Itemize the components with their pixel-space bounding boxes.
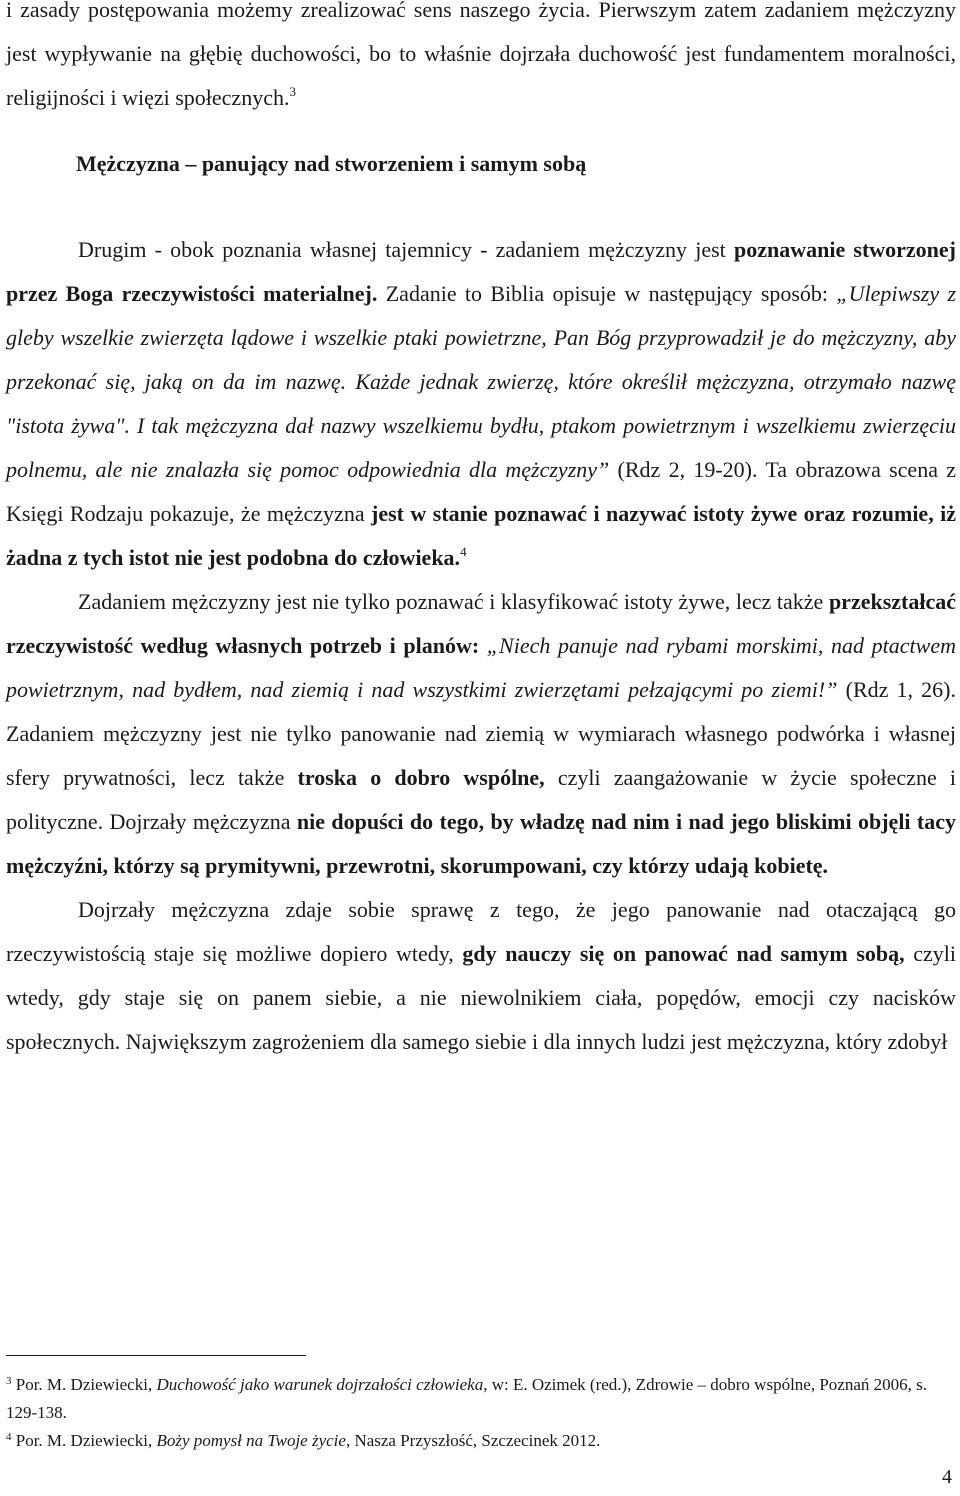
paragraph-3 — [6, 888, 956, 1064]
footnote-title: Duchowość jako warunek dojrzałości człowieka — [156, 1375, 484, 1394]
footnote-pre: Por. M. Dziewiecki, — [11, 1375, 157, 1394]
p2-quote: Niech panuje nad rybami morskimi, nad ptactwem powietrznym, nad bydłem, nad ziemią i nad wszystkimi zwierzętami pełzającymi po ziemi! — [6, 633, 956, 702]
p3-text-1: Dojrzały mężczyzna zdaje sobie sprawę z tego, że jego panowanie nad otaczającą go rzeczywistością staje się możliwe dopiero wtedy, — [6, 897, 956, 966]
p1-text-1: Drugim - obok poznania własnej tajemnicy - zadaniem mężczyzny jest — [78, 237, 726, 262]
p1-text-2: Zadanie to Biblia opisuje w następujący sposób: — [377, 281, 837, 306]
p1-text-3: Ta obrazowa scena z Księgi Rodzaju pokazuje, że mężczyzna — [6, 457, 956, 526]
footnote-3 — [6, 1371, 956, 1427]
p2-text-3: czyli zaangażowanie w życie społeczne i polityczne. Dojrzały mężczyzna — [6, 765, 956, 834]
p2-text-2: Zadaniem mężczyzny jest nie tylko panowanie nad ziemią w wymiarach własnego podwórka i własnej sfery prywatności, lecz także — [6, 721, 956, 790]
footnote-ref-4[interactable]: 4 — [460, 544, 467, 559]
p3-text-2: czyli wtedy, gdy staje się on panem siebie, a nie niewolnikiem ciała, popędów, emocji czy nacisków społecznych. Największym zagrożeniem dla samego siebie i dla innych ludzi jest mężczyzna, który zdobył — [6, 941, 956, 1054]
section-heading: Mężczyzna – panujący nad stworzeniem i samym sobą — [76, 151, 587, 176]
p1-quote-close: ” — [597, 457, 610, 482]
p1-bold-2: jest w stanie poznawać i nazywać istoty żywe oraz rozumie, iż żadna z tych istot nie jest podobna do człowieka. — [6, 501, 956, 570]
footnote-ref-3[interactable]: 3 — [289, 84, 296, 99]
p2-ref: (Rdz 1, 26). — [837, 677, 957, 702]
footnote-number: 4 — [6, 1431, 12, 1443]
p1-ref: (Rdz 2, 19-20). — [609, 457, 758, 482]
p3-bold-1: gdy nauczy się on panować nad samym sobą, — [462, 941, 905, 966]
p2-quote-close: ” — [825, 677, 838, 702]
document-page — [6, 0, 956, 1064]
p1-quote-open: „ — [836, 281, 849, 306]
intro-text: i zasady postępowania możemy zrealizować sens naszego życia. Pierwszym zatem zadaniem mężczyzny jest wypływanie na głębię duchowości, bo to właśnie dojrzała duchowość jest fundamentem moralności, religijności i więzi społecznych. — [6, 0, 956, 110]
paragraph-2 — [6, 580, 956, 888]
p2-text-1: Zadaniem mężczyzny jest nie tylko poznawać i klasyfikować istoty żywe, lecz także — [78, 589, 829, 614]
footnote-number: 3 — [6, 1375, 12, 1387]
footnote-divider — [6, 1355, 306, 1356]
intro-paragraph — [6, 0, 956, 120]
footnote-pre: Por. M. Dziewiecki, — [11, 1431, 157, 1450]
paragraph-1 — [6, 228, 956, 580]
p2-bold-3: nie dopuści do tego, by władzę nad nim i nad jego bliskimi objęli tacy mężczyźni, którzy są prymitywni, przewrotni, skorumpowani, czy którzy udają kobietę. — [6, 809, 956, 878]
p2-bold-2: troska o dobro wspólne, — [297, 765, 545, 790]
footnotes — [6, 1371, 956, 1455]
p2-quote-open: „ — [479, 633, 500, 658]
footnote-post: , Nasza Przyszłość, Szczecinek 2012. — [345, 1431, 601, 1450]
p2-bold-1: przekształcać rzeczywistość według własnych potrzeb i planów: — [6, 589, 956, 658]
footnote-4 — [6, 1427, 956, 1455]
p1-bold-1: poznawanie stworzonej przez Boga rzeczywistości materialnej. — [6, 237, 957, 306]
footnote-post: , w: E. Ozimek (red.), Zdrowie – dobro wspólne, Poznań 2006, s. 129-138. — [6, 1375, 928, 1422]
footnote-title: Boży pomysł na Twoje życie — [156, 1431, 346, 1450]
p1-quote: Ulepiwszy z gleby wszelkie zwierzęta lądowe i wszelkie ptaki powietrzne, Pan Bóg przyprowadził je do mężczyzny, aby przekonać się, jaką on da im nazwę. Każde jednak zwierzę, które określił mężczyzna, otrzymało nazwę "istota żywa". I tak mężczyzna dał nazwy wszelkiemu bydłu, ptakom powietrznym i wszelkiemu zwierzęciu polnemu, ale nie znalazła się pomoc odpowiednia dla mężczyzny — [6, 281, 956, 482]
page-number: 4 — [942, 1466, 952, 1488]
